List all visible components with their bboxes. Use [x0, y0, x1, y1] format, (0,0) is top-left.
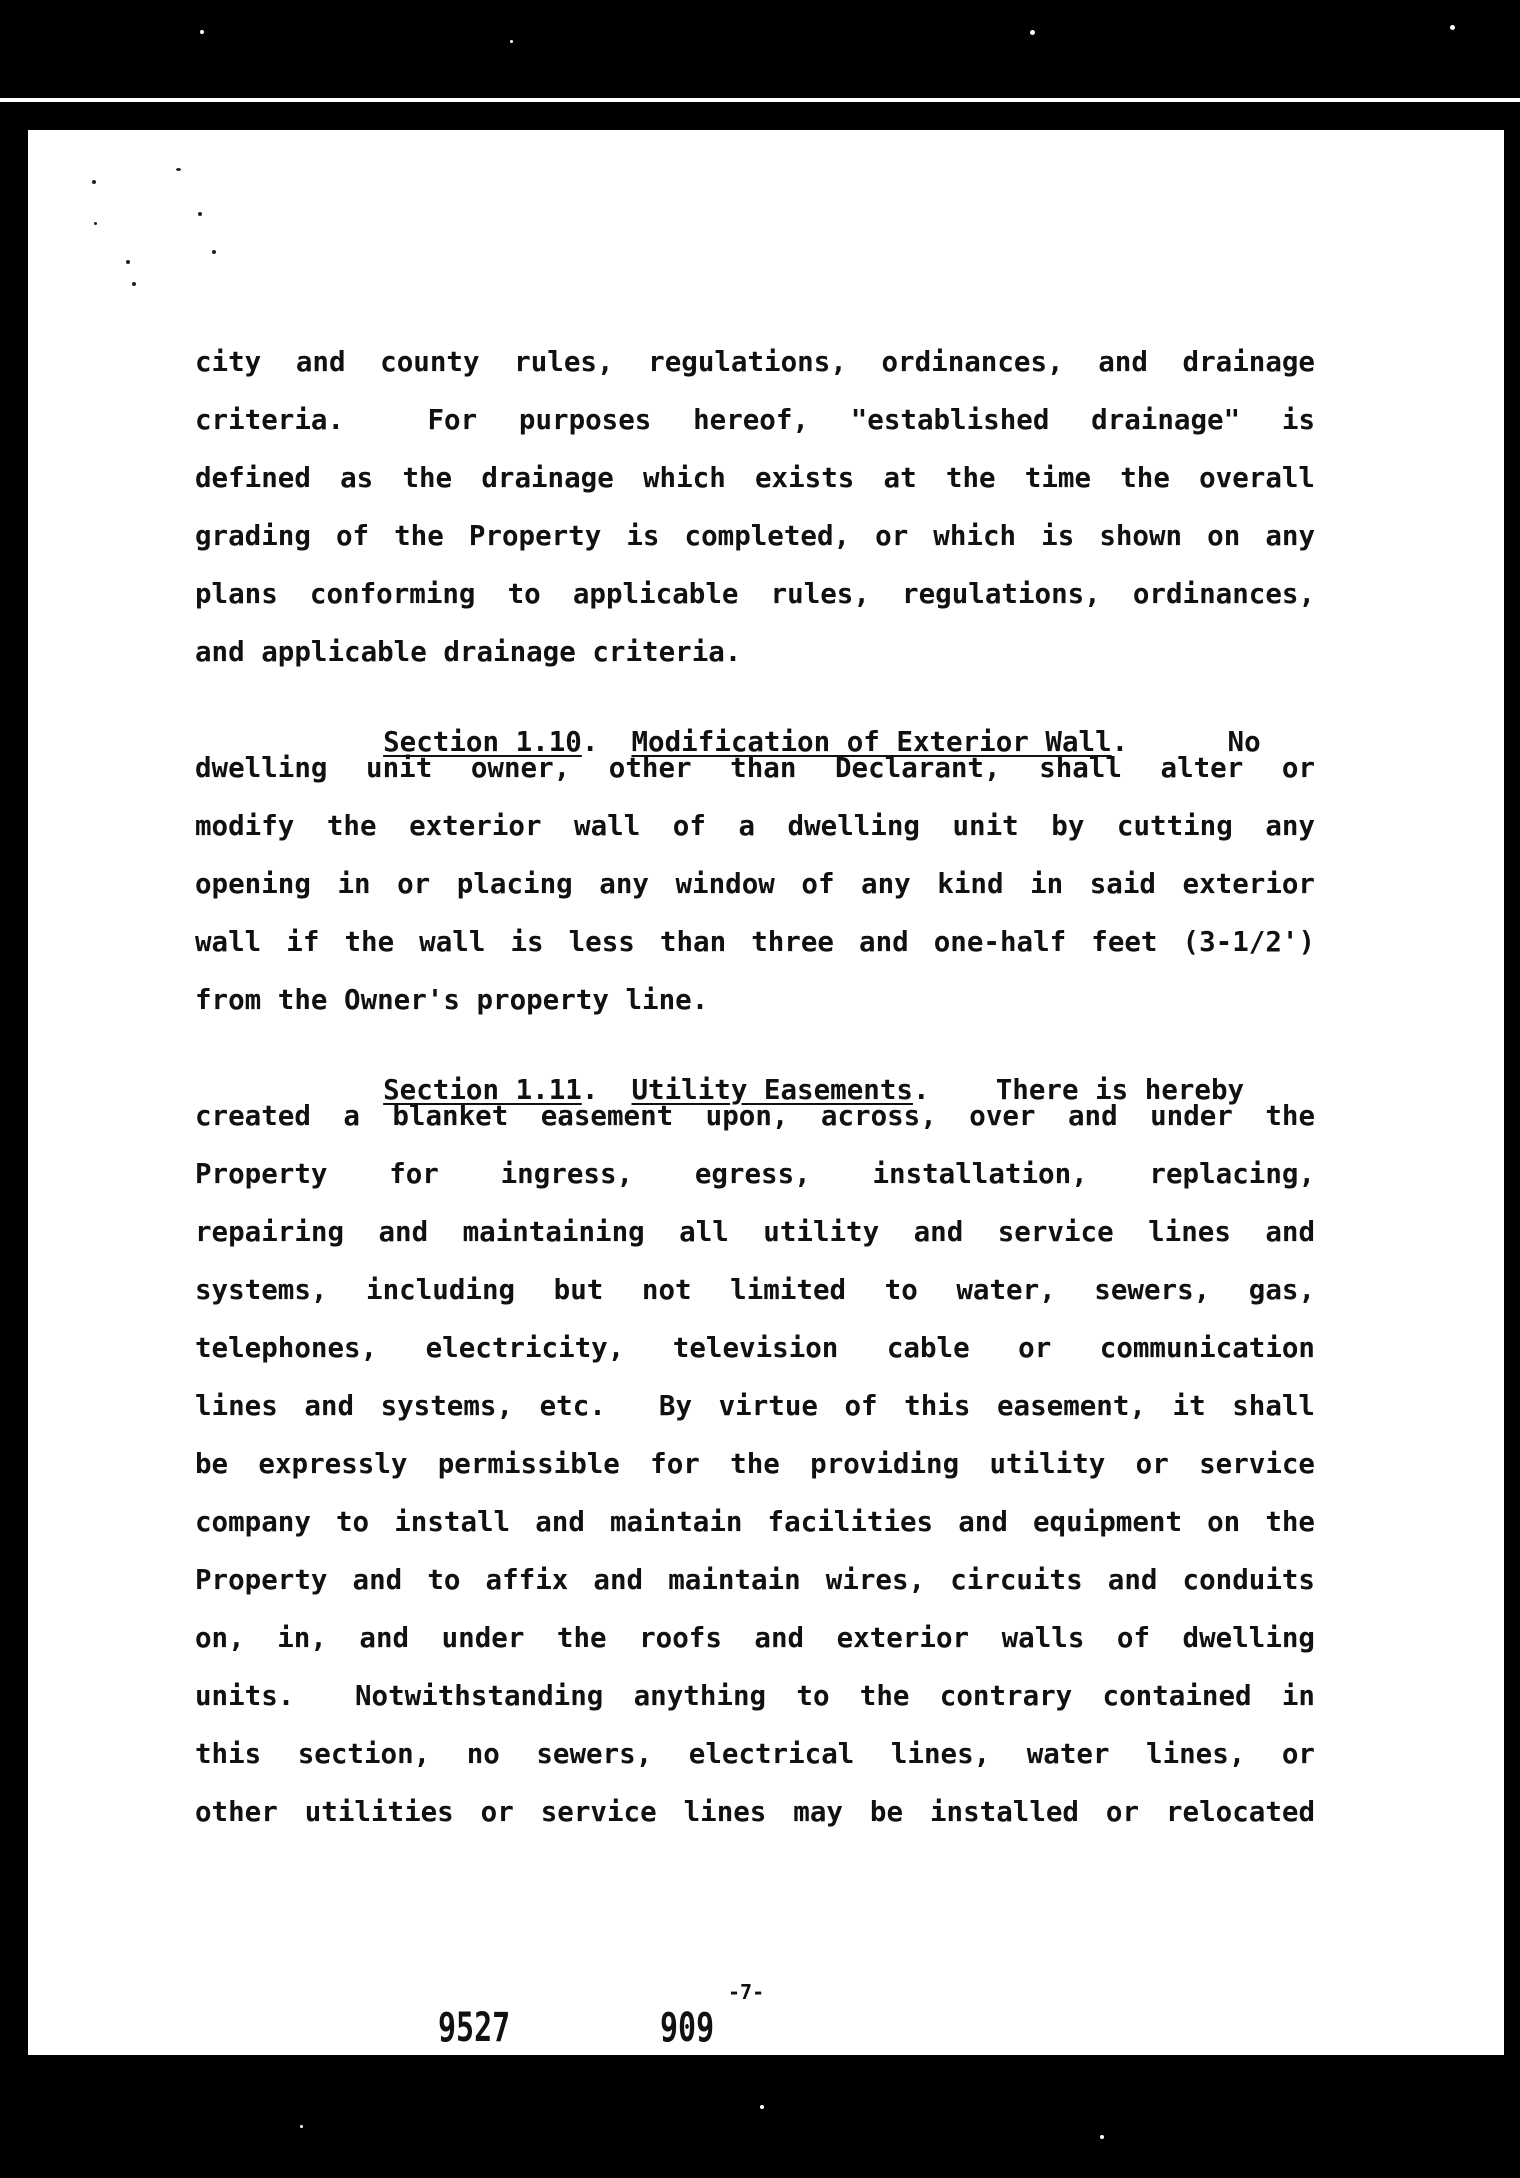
text-line: units. Notwithstanding anything to the contrary contained in: [195, 1680, 1315, 1712]
text-line: Property for ingress, egress, installation, replacing,: [195, 1158, 1315, 1190]
page-number: -7-: [728, 1980, 765, 2004]
text-line: from the Owner's property line.: [195, 984, 709, 1016]
scan-speck: [132, 282, 136, 286]
text-line: this section, no sewers, electrical lines, water lines, or: [195, 1738, 1315, 1770]
book-number: 9527: [438, 2005, 511, 2051]
text-line: plans conforming to applicable rules, regulations, ordinances,: [195, 578, 1315, 610]
text-line: be expressly permissible for the providing utility or service: [195, 1448, 1315, 1480]
scan-speck: [212, 250, 216, 254]
text-line: on, in, and under the roofs and exterior walls of dwelling: [195, 1622, 1315, 1654]
scan-speck: [198, 212, 202, 216]
section-heading-line: Section 1.11. Utility Easements. There is hereby: [383, 1074, 1245, 1106]
scan-border-top: [0, 98, 1520, 102]
scan-speck: [1100, 2135, 1104, 2139]
text-line: dwelling unit owner, other than Declarant, shall alter or: [195, 752, 1315, 784]
page-reference-number: 909: [660, 2005, 715, 2051]
text-line: city and county rules, regulations, ordinances, and drainage: [195, 346, 1315, 378]
text-line: Property and to affix and maintain wires, circuits and conduits: [195, 1564, 1315, 1596]
text-line: opening in or placing any window of any kind in said exterior: [195, 868, 1315, 900]
section-title: Modification of Exterior Wall: [631, 726, 1112, 758]
scan-speck: [510, 40, 513, 43]
text-fragment: There is hereby: [995, 1074, 1245, 1106]
scan-speck: [300, 2125, 303, 2128]
text-line: created a blanket easement upon, across, over and under the: [195, 1100, 1315, 1132]
section-number: Section 1.11: [383, 1074, 582, 1106]
text-line: other utilities or service lines may be installed or relocated: [195, 1796, 1315, 1828]
text-line: company to install and maintain facilities and equipment on the: [195, 1506, 1315, 1538]
text-line: lines and systems, etc. By virtue of this easement, it shall: [195, 1390, 1315, 1422]
scan-speck: [1030, 30, 1035, 35]
section-number: Section 1.10: [383, 726, 582, 758]
section-heading-line: Section 1.10. Modification of Exterior Wall. No: [383, 726, 1261, 758]
section-title: Utility Easements: [631, 1074, 913, 1106]
scan-speck: [94, 222, 97, 225]
text-line: wall if the wall is less than three and one-half feet (3-1/2'): [195, 926, 1315, 958]
text-line: systems, including but not limited to water, sewers, gas,: [195, 1274, 1315, 1306]
text-line: modify the exterior wall of a dwelling unit by cutting any: [195, 810, 1315, 842]
scan-speck: [176, 168, 181, 171]
scan-speck: [200, 30, 204, 34]
text-line: criteria. For purposes hereof, "established drainage" is: [195, 404, 1315, 436]
scan-speck: [92, 180, 96, 184]
text-line: and applicable drainage criteria.: [195, 636, 742, 668]
text-line: telephones, electricity, television cable or communication: [195, 1332, 1315, 1364]
text-line: defined as the drainage which exists at the time the overall: [195, 462, 1315, 494]
text-line: grading of the Property is completed, or which is shown on any: [195, 520, 1315, 552]
scan-speck: [1450, 25, 1455, 30]
scan-speck: [126, 260, 130, 264]
text-line: repairing and maintaining all utility and service lines and: [195, 1216, 1315, 1248]
scan-speck: [760, 2105, 764, 2109]
text-fragment: No: [1227, 726, 1261, 758]
